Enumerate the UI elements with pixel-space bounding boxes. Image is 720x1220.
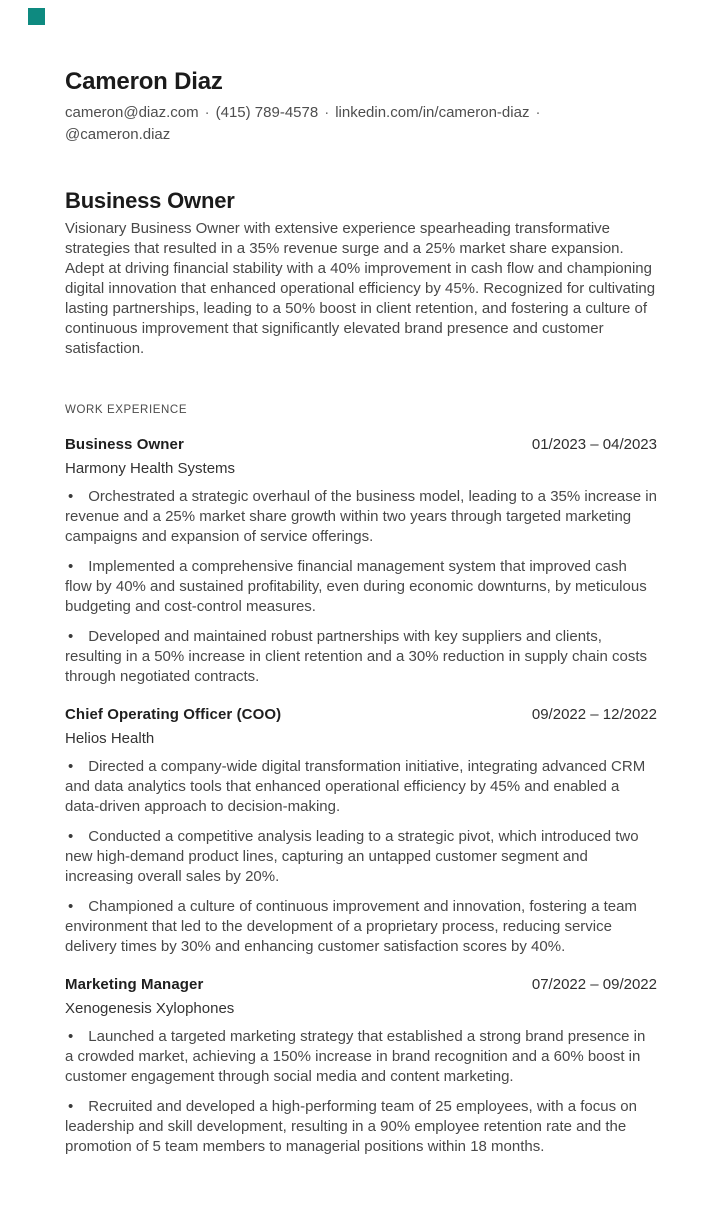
bullet-item: • Developed and maintained robust partnerships with key suppliers and clients, resulting in a 50% increase in client retention and a 30% reduction in supply chain costs through negotiated contracts. <box>65 627 657 687</box>
job-bullets <box>65 487 657 687</box>
bullet-item: • Launched a targeted marketing strategy that established a strong brand presence in a crowded market, achieving a 150% increase in brand recognition and a 60% boost in customer engagement through social media and content marketing. <box>65 1027 657 1087</box>
bullet-item: • Conducted a competitive analysis leading to a strategic pivot, which introduced two new high-demand product lines, capturing an untapped customer segment and increasing overall sales by 20%. <box>65 827 657 887</box>
job-company: Xenogenesis Xylophones <box>65 1000 235 1017</box>
job-title: Marketing Manager <box>65 976 204 993</box>
contact-handle: @cameron.diaz <box>65 126 171 143</box>
job-header <box>65 705 657 725</box>
contact-line <box>65 102 657 146</box>
job-company: Helios Health <box>65 730 155 747</box>
profile-title: Business Owner <box>65 188 235 213</box>
bullet-item: • Championed a culture of continuous improvement and innovation, fostering a team environment that led to the development of a proprietary process, reducing service delivery times by 30% and enhancing customer satisfaction scores by 40%. <box>65 897 657 957</box>
contact-linkedin: linkedin.com/in/cameron-diaz <box>335 104 530 121</box>
bullet-item: • Orchestrated a strategic overhaul of the business model, leading to a 35% increase in revenue and a 25% market share growth within two years through targeted marketing campaigns and expansion of service offerings. <box>65 487 657 547</box>
separator-dot: · <box>324 104 330 121</box>
job-dates: 07/2022 – 09/2022 <box>531 976 657 993</box>
job-entry <box>65 975 657 1157</box>
job-entry <box>65 705 657 957</box>
separator-dot: · <box>535 104 541 121</box>
job-title: Chief Operating Officer (COO) <box>65 706 282 723</box>
job-header <box>65 435 657 455</box>
resume-content <box>65 0 657 1157</box>
job-bullets <box>65 1027 657 1157</box>
bullet-item: • Implemented a comprehensive financial management system that improved cash flow by 40% and sustained profitability, even during economic downturns, by meticulous budgeting and cost-control measures. <box>65 557 657 617</box>
profile-summary: Visionary Business Owner with extensive experience spearheading transformative strategies that resulted in a 35% revenue surge and a 25% market share expansion. Adept at driving financial stability with a 40% improvement in cash flow and championing digital innovation that enhanced operational efficiency by 45%. Recognized for cultivating lasting partnerships, leading to a 50% boost in client retention, and fostering a culture of continuous improvement that significantly elevated brand presence and customer satisfaction. <box>65 220 656 357</box>
section-label-work-experience: WORK EXPERIENCE <box>65 404 188 416</box>
job-dates: 01/2023 – 04/2023 <box>531 436 657 453</box>
contact-phone: (415) 789-4578 <box>215 104 319 121</box>
job-title: Business Owner <box>65 436 184 453</box>
candidate-name: Cameron Diaz <box>65 68 223 95</box>
job-bullets <box>65 757 657 957</box>
job-header <box>65 975 657 995</box>
contact-email: cameron@diaz.com <box>65 104 199 121</box>
bullet-item: • Recruited and developed a high-performing team of 25 employees, with a focus on leadership and skill development, resulting in a 90% employee retention rate and the promotion of 5 team members to managerial positions within 18 months. <box>65 1097 657 1157</box>
job-entry <box>65 435 657 687</box>
logo-mark <box>28 8 45 25</box>
job-company: Harmony Health Systems <box>65 460 236 477</box>
job-dates: 09/2022 – 12/2022 <box>531 706 657 723</box>
bullet-item: • Directed a company-wide digital transformation initiative, integrating advanced CRM and data analytics tools that enhanced operational efficiency by 45% and enabled a data-driven approach to decision-making. <box>65 757 657 817</box>
separator-dot: · <box>204 104 210 121</box>
